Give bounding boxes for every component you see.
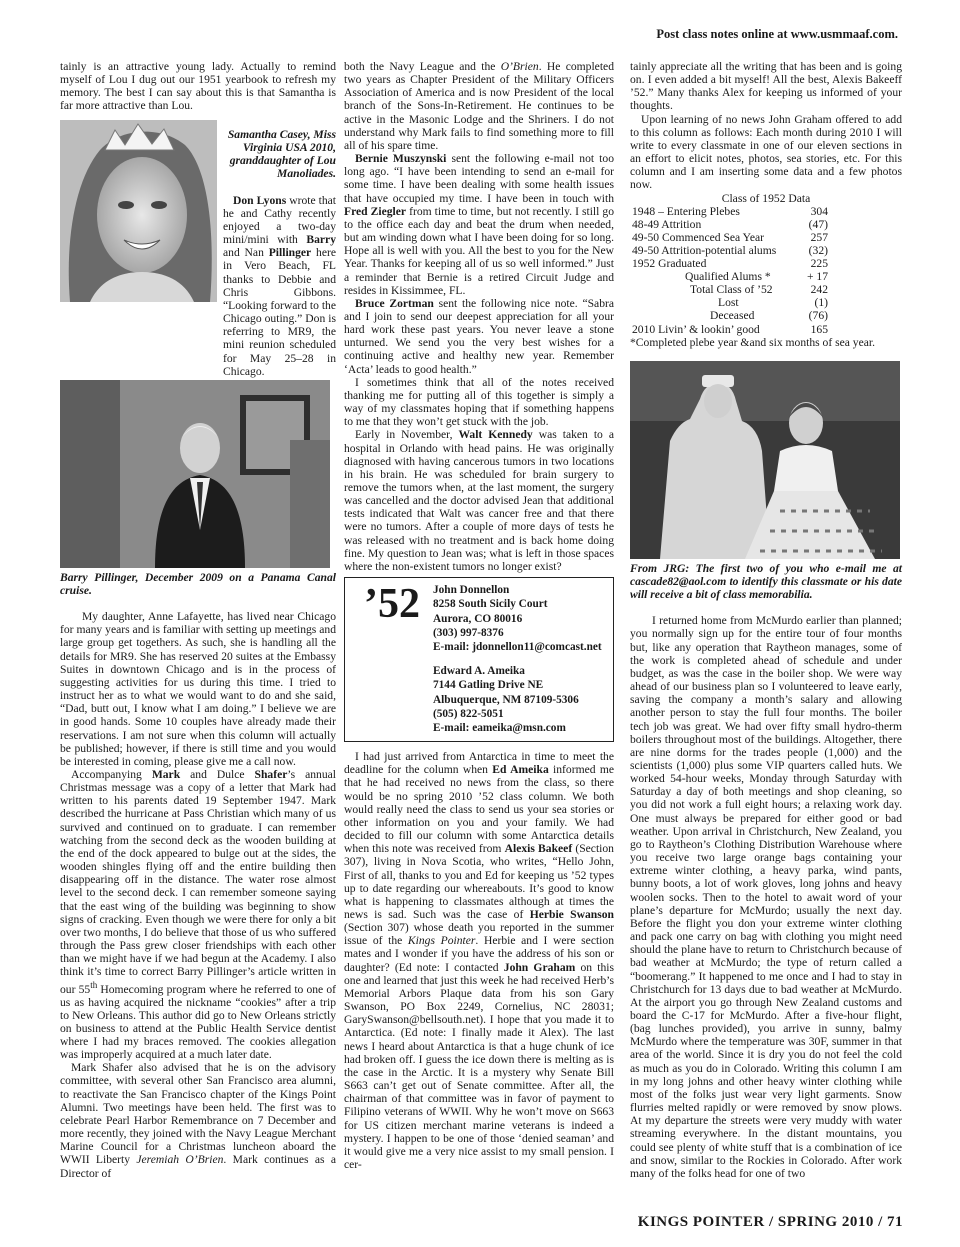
- paragraph: I had just arrived from Antarctica in time to meet the deadline for the column when Ed Ameika informed me that he had received no news from the class, so there would be no spring 2010 ’52 class column. We both would really need the class to send us your sea stories or other information on you and your family. We had decided to fill our column with some Antarctica details when this note was received from Alexis Bakeef (Section 307), living in Nova Scotia, who writes, “Hello John, First of all, thanks to you and Ed for keeping us ’52 types up to date regarding our whereabouts. It’s good to know what is happening to classmates although at times the news is sad. Such was the case of Herbie Swanson (Section 307) whose death you reported in the summer issue of the Kings Pointer. Herbie and I were section mates and I wonder if you have the address of his son or daughter? (Ed note: I contacted John Graham on this one and learned that just this week he had received Herb’s Memorial Arbors Plaque data from his son Gary Swanson, PO Box 2249, Cornelius, NC 28031; GarySwanson@bellsouth.net). I hope that you made it to Antarctica. (Ed note: I finally made it Alex). The last news I heard about Antarctica is that a huge chunk of ice had broken off. I guess the ice down there is melting as is the case in the Arctic. It is a mystery why Senate Bill S663 can’t get out of Senate committee. After all, the chairman of that committee was in favor of payment to Filipino veterans of WWII. Why he won’t move on S663 for US citizen merchant marine veterans is indeed a mystery. I happen to be one of those ‘denied seaman’ and it would give me a very nice assist to my small pension. I cer-: [344, 750, 614, 1171]
- contact-city: Albuquerque, NM 87109-5306: [433, 693, 579, 706]
- barry-pillinger-photo: [60, 380, 330, 568]
- stats-label: Lost: [718, 296, 739, 310]
- stats-footnote: *Completed plebe year &and six months of sea year.: [630, 335, 876, 349]
- paragraph: Don Lyons wrote that he and Cathy recently enjoyed a two-day mini/mini with Barry and Nan Pillinger here in Vero Beach, FL thanks to Debbie and Chris Gibbons. “Looking forward to the Chicago outing.” Don is referring to MR9, the mini reunion scheduled for May 25–28 in Chicago.: [223, 193, 337, 378]
- stats-value: (76): [808, 309, 828, 323]
- person-name: Walt Kennedy: [458, 428, 533, 442]
- paragraph: Bernie Muszynski sent the following e-mail not too long ago. “I have been intending to send an e-mail for some time. I have been dealing with some health issues that have occupied my time. I have been in touch with Fred Ziegler from time to time, but not recently. I still go to the office each day and beat the drum when needed, but am winding down what I have been doing for so long. Hope all is well with you. All the best to you for the New Year. Thanks for keeping all of us so well informed.” Just a reminder that Bernie is a retired Circuit Judge and resides in Kissimmee, FL.: [344, 152, 614, 297]
- stats-value: (1): [814, 296, 828, 310]
- contact-phone: (505) 822-5051: [433, 707, 504, 720]
- stats-value: (32): [808, 244, 828, 257]
- class-stats-table: [630, 205, 830, 336]
- stats-value: 242: [810, 283, 828, 297]
- person-name: Shafer: [254, 768, 288, 781]
- contact-name: Edward A. Ameika: [433, 665, 525, 678]
- person-name: Fred Ziegler: [344, 204, 407, 218]
- contact-city: Aurora, CO 80016: [433, 612, 523, 625]
- person-name: Don Lyons: [233, 193, 287, 207]
- paragraph: My daughter, Anne Lafayette, has lived near Chicago for many years and is familiar with setting up meetings and large group get togethers. As such, she is handling all the details for MR9. She has reserved 20 suites at the Embassy Suites in downtown Chicago and is in the process of suggesting activities for us during this time. I tried to instruct her as to what we would want to do and she said, “Dad, butt out, I know what I am doing.” I believe we are in good hands. Some 10 couples have already made their reservations. I am not sure when this column will actually be published; however, if there is still time and you would be interested in coming, please give me a call now.: [60, 610, 336, 768]
- column-1: [60, 60, 336, 1180]
- paragraph: Bruce Zortman sent the following nice note. “Sabra and I join to send our deepest appreciation for all your hard work these past years. You never leave a stone unturned. We send you the very best wishes for a continuing active and healthy new year. Remember ‘Acta’ leads to good health.”: [344, 296, 614, 376]
- stats-value: + 17: [806, 270, 828, 284]
- classmate-and-date-photo: [630, 361, 900, 559]
- contact-email[interactable]: E-mail: eameika@msn.com: [433, 721, 566, 734]
- stats-value: (47): [808, 217, 828, 231]
- stats-label: 1948 – Entering Plebes: [632, 204, 740, 218]
- person-name: Mark: [151, 768, 181, 781]
- stats-label: 48-49 Attrition: [632, 217, 702, 231]
- contact-address: 8258 South Sicily Court: [433, 598, 548, 611]
- page-header-note: Post class notes online at www.usmmaaf.com.: [656, 27, 898, 41]
- paragraph: Mark Shafer also advised that he is on the advisory committee, with several other San Francisco area alumni, to reactivate the San Francisco chapter of the Kings Point Alumni. Two meetings have been held. The first was to celebrate Pearl Harbor Remembrance on 7 December and more recently, they joined with the Navy League Merchant Marine Council for a Christmas luncheon aboard the WWII Liberty Jeremiah O’Brien. Mark continues as a Director of: [60, 1061, 336, 1180]
- person-name: Alexis Bakeef: [504, 842, 573, 856]
- stats-title: Class of 1952 Data: [721, 191, 811, 205]
- stats-row: [630, 244, 830, 257]
- paragraph: Upon learning of no news John Graham offered to add to this column as follows: Each month during 2010 I will write to every classmate in one of our eleven sections in an effort to elicit notes, photos, sea stories, etc. For this column and I am inserting some data and a few photos now.: [630, 112, 902, 192]
- stats-row: [630, 309, 830, 322]
- stats-row: [630, 323, 830, 336]
- stats-row: [630, 218, 830, 231]
- stats-label: 49-50 Attrition-potential alums: [632, 244, 777, 257]
- paragraph: tainly appreciate all the writing that has been and is going on. I even added a bit myself! All the best, Alexis Bakeeff ’52.” Many thanks Alex for keeping us informed of your thoughts.: [630, 60, 902, 113]
- person-name: Bernie Muszynski: [355, 152, 447, 166]
- stats-value: 225: [810, 257, 828, 271]
- paragraph: Early in November, Walt Kennedy was taken to a hospital in Orlando with head pains. He was originally diagnosed with having cancerous tumors in two locations in his brain. He was scheduled for brain surgery to remove the tumors when, at the last moment, the surgery was cancelled and the doctor advised Jean that additional tests indicated that Walt was cancer free and that there were no tumors. After a couple of more days of tests he was released with no treatment and is back home doing fine. My question to Jean was; what is left in those spaces where the non-existent tumors no longer exist?: [344, 428, 614, 573]
- contact-phone: (303) 997-8376: [433, 626, 504, 639]
- contact-name: John Donnellon: [433, 584, 510, 597]
- person-name: Barry: [306, 233, 336, 247]
- contact-email[interactable]: E-mail: jdonnellon11@comcast.net: [433, 640, 602, 653]
- stats-row: [630, 283, 830, 296]
- stats-label: 49-50 Commenced Sea Year: [632, 230, 765, 244]
- paragraph: tainly is an attractive young lady. Actually to remind myself of Lou I dug out our 1951 yearbook to refresh my memory. The best I can say about this is that Samantha is far more attractive than Lou.: [60, 60, 336, 113]
- photo-caption: Barry Pillinger, December 2009 on a Panama Canal cruise.: [60, 570, 336, 597]
- stats-row: [630, 296, 830, 309]
- stats-label: 1952 Graduated: [632, 257, 707, 271]
- samantha-casey-photo: [60, 120, 217, 302]
- contact-address: 7144 Gatling Drive NE: [433, 679, 544, 692]
- stats-label: Total Class of ’52: [690, 283, 773, 297]
- stats-value: 165: [810, 322, 828, 336]
- class-year: ’52: [364, 581, 420, 628]
- stats-label: 2010 Livin’ & lookin’ good: [632, 322, 760, 336]
- person-name: Bruce Zortman: [355, 296, 434, 310]
- page-footer: KINGS POINTER / SPRING 2010 / 71: [637, 1214, 903, 1230]
- person-name: Herbie Swanson: [529, 908, 614, 921]
- photo-caption: Samantha Casey, Miss Virginia USA 2010, granddaughter of Lou Manoliades.: [227, 127, 336, 181]
- stats-label: Qualified Alums *: [685, 270, 771, 284]
- person-name: John Graham: [503, 960, 576, 974]
- paragraph: I sometimes think that all of the notes received thanking me for putting all of this together is simply a way of my classmates hoping that if something happens to me that they won’t get stuck with the job.: [344, 375, 614, 429]
- column-3: [630, 60, 902, 1180]
- stats-label: Deceased: [710, 309, 755, 323]
- stats-value: 304: [810, 204, 828, 218]
- stats-row: [630, 231, 830, 244]
- column-2: [344, 60, 614, 1171]
- stats-row: [630, 257, 830, 270]
- person-name: Pillinger: [268, 246, 312, 260]
- stats-row: [630, 205, 830, 218]
- paragraph: I returned home from McMurdo earlier than planned; you normally sign up for the entire tour of four months but, like any operation that Raytheon manages, some of the work is completed ahead of schedule and under budget, as was the case in the boiler shop. We were way ahead of our business plan so I volunteered to leave early, saving the company a month’s salary and allowing another person to stay the full four months. The boiler tech job was great. We had over fifty small hydro-therm boilers throughout most of the buildings. Altogether, there are nine dorms for the trades people (1,000) and the scientists (1,000) plus some VIP quarters called huts. We worked 54-hour weeks, Monday through Saturday with Saturday a day of both meetings and shop cleaning, so you did not work a full eight hours; a relaxing work day. One must always be prepared for either good or bad weather. Upon arrival in Christchurch, New Zealand, you go to Raytheon’s Clothing Distribution Warehouse where you receive two large orange bags containing your extreme winter clothing, a heavy parka, wind pants, bunny boots, a lot of work gloves, long johns and heavy woolen socks. Then to the hotel to await word of your plane’s departure for McMurdo; usually the next day. Before the flight you don your extreme winter clothing and pack one carry on bag with clothing you might need should the plane have to return to Christchurch because of bad weather at McMurdo; the type of return called a “boomerang.” It happened to me once and I had to stay in Christchurch for 13 days due to bad weather at McMurdo. At the airport you go through New Zealand customs and board the C-17 for McMurdo. After a five-hour flight, (bag lunches provided), you arrive in sunny, balmy McMurdo where the temperature was 30F, summer in that area of the world. Since it is dry you do not feel the cold as much as you do in Colorado. Writing this column I am in my long johns and other heavy winter clothing while most of the folks just wear very light garments. Snow flurries melted rapidly or were removed by snow plows. At my departure the streets were very muddy with water streaming everywhere. In the distant mountains, you could see plenty of white stuff that is a combination of ice and snow, similar to the Rockies in Colorado. After work many of the folks head for one of two: [630, 614, 902, 1180]
- person-name: Ed Ameika: [492, 763, 549, 777]
- paragraph: Accompanying Mark and Dulce Shafer’s annual Christmas message was a copy of a letter that Mark had written to his parents dated 19 September 1947. Mark described the hurricane at Pass Christian which many of us survived and continued on to graduate. I can remember watching from the second deck as the wooden building at the end of the dock appeared to bulge out at the sides, the wooden shingles flying off and the entire building then disappearing off in the distance. The water rose almost level to the second deck. I can remember someone saying that the east wing of the building was beginning to show signs of cracking. Even though we were there for only a bit over two months, I do believe that those of us who suffered through the Pass grew closer friendships with each other than we might have if we had begun at the Academy. I also think it’s time to correct Barry Pillinger’s article written in our 55th Homecoming program where he referred to one of us as having acquired the nickname “cookies” after a trip to New Orleans. This author did go to New Orleans strictly on business to attend at the Public Health Service dentist where I had my braces removed. The cookies allegation was improperly acquired at a much later date.: [60, 768, 336, 1062]
- stats-row: [630, 270, 830, 283]
- stats-value: 257: [810, 230, 828, 244]
- photo-caption: From JRG: The first two of you who e-mail me at cascade82@aol.com to identify this classmate or his date will receive a bit of class memorabilia.: [630, 561, 902, 602]
- paragraph: both the Navy League and the O’Brien. He completed two years as Chapter President of the Military Officers Association of America and is now President of the local branch of the Sons-In-Retirement. He continues to be active in the Masonic Lodge and the Shriners. I do not understand why Mark fails to find something more to fill all of his spare time.: [344, 60, 614, 152]
- class-contact-box: [344, 577, 614, 742]
